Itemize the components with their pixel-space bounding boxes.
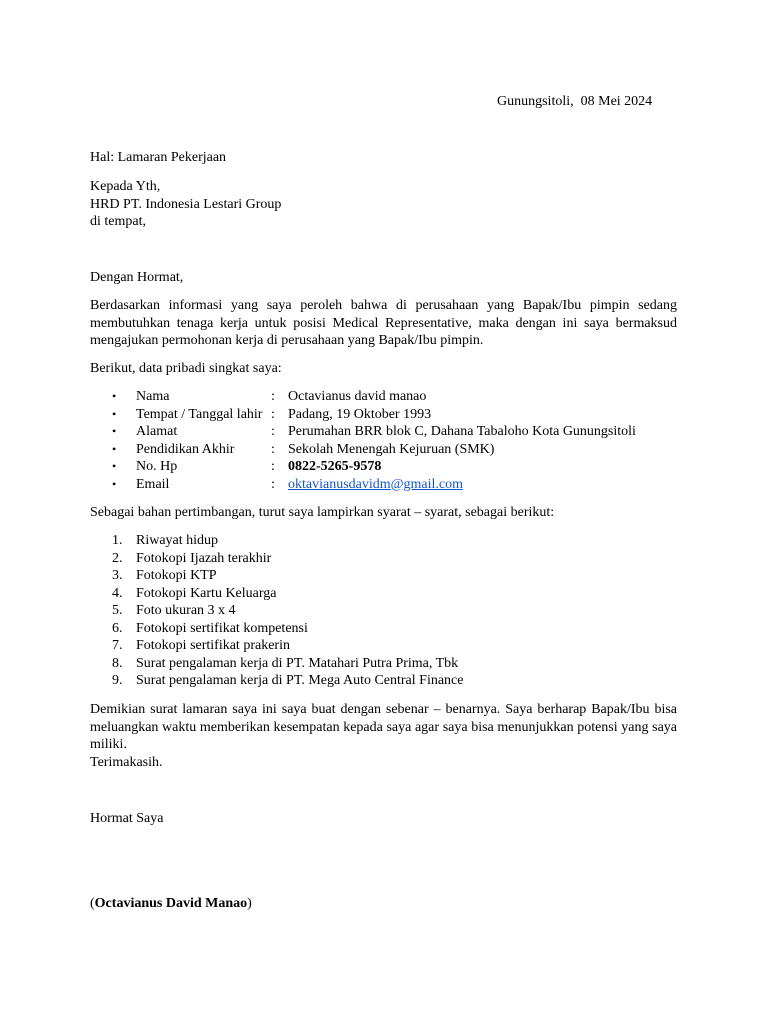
- field-colon: :: [271, 424, 275, 439]
- recipient-line-3: di tempat,: [90, 214, 146, 229]
- field-value: Padang, 19 Oktober 1993: [288, 406, 432, 422]
- bullet-icon: •: [112, 389, 117, 403]
- field-label: Tempat / Tanggal lahir: [136, 406, 263, 422]
- item-text: Fotokopi sertifikat kompetensi: [136, 620, 308, 636]
- place-date: Gunungsitoli, 08 Mei 2024: [497, 94, 653, 109]
- bullet-icon: •: [112, 459, 117, 473]
- item-text: Foto ukuran 3 x 4: [136, 603, 236, 618]
- bullet-icon: •: [112, 476, 117, 491]
- phone-value: 0822-5265-9578: [288, 459, 382, 474]
- item-number: 7.: [112, 638, 123, 653]
- item-text: Fotokopi sertifikat prakerin: [136, 638, 290, 653]
- item-number: 4.: [112, 585, 123, 601]
- signature: [90, 895, 252, 913]
- signature-close-paren: ): [247, 896, 252, 911]
- item-text: Fotokopi Ijazah terakhir: [136, 550, 272, 566]
- closing-line-2: meluangkan waktu memberikan kesempatan kepada saya agar saya bisa menunjukkan potensi yang saya: [90, 719, 677, 735]
- closing-line-3: miliki.: [90, 737, 127, 752]
- intro-line-3: mengajukan permohonan kerja di perusahaan yang Bapak/Ibu pimpin.: [90, 333, 484, 348]
- item-number: 3.: [112, 568, 123, 583]
- item-number: 2.: [112, 550, 123, 566]
- field-label: No. Hp: [136, 459, 178, 474]
- subject-line: Hal: Lamaran Pekerjaan: [90, 150, 227, 165]
- field-label: Pendidikan Akhir: [136, 441, 235, 457]
- bullet-icon: •: [112, 406, 117, 421]
- item-number: 6.: [112, 620, 123, 636]
- attachments-intro: Sebagai bahan pertimbangan, turut saya lampirkan syarat – syarat, sebagai berikut:: [90, 505, 555, 520]
- item-number: 5.: [112, 603, 123, 618]
- item-text: Riwayat hidup: [136, 533, 219, 548]
- field-value: Octavianus david manao: [288, 389, 427, 404]
- field-colon: :: [271, 389, 275, 404]
- item-text: Fotokopi Kartu Keluarga: [136, 585, 277, 601]
- item-number: 1.: [112, 533, 123, 548]
- signature-open-paren: (: [90, 896, 95, 911]
- signoff: Hormat Saya: [90, 811, 164, 826]
- personal-intro: Berikut, data pribadi singkat saya:: [90, 361, 282, 376]
- greeting: Dengan Hormat,: [90, 270, 184, 285]
- bullet-icon: •: [112, 441, 117, 456]
- bullet-icon: •: [112, 424, 117, 438]
- field-value: Perumahan BRR blok C, Dahana Tabaloho Kota Gunungsitoli: [288, 424, 636, 439]
- field-colon: :: [271, 459, 275, 474]
- signature-name: Octavianus David Manao: [94, 896, 248, 911]
- thanks-text: Terimakasih.: [90, 754, 163, 770]
- item-number: 9.: [112, 673, 123, 688]
- field-colon: :: [271, 406, 275, 422]
- field-colon: :: [271, 476, 275, 492]
- recipient-line-2: HRD PT. Indonesia Lestari Group: [90, 196, 282, 212]
- closing-line-1: Demikian surat lamaran saya ini saya buat dengan sebenar – benarnya. Saya berharap Bapak/Ibu bisa: [90, 702, 677, 717]
- field-colon: :: [271, 441, 275, 457]
- intro-line-2: membutuhkan tenaga kerja untuk posisi Medical Representative, maka dengan ini saya bermaksud: [90, 315, 677, 331]
- recipient-line-1: Kepada Yth,: [90, 179, 161, 194]
- item-number: 8.: [112, 655, 123, 671]
- item-text: Surat pengalaman kerja di PT. Mega Auto Central Finance: [136, 673, 464, 688]
- item-text: Fotokopi KTP: [136, 568, 217, 583]
- intro-line-1: Berdasarkan informasi yang saya peroleh bahwa di perusahaan yang Bapak/Ibu pimpin sedang: [90, 298, 677, 313]
- field-label: Email: [136, 476, 170, 492]
- field-label: Alamat: [136, 424, 178, 439]
- field-value: Sekolah Menengah Kejuruan (SMK): [288, 441, 495, 457]
- item-text: Surat pengalaman kerja di PT. Matahari Putra Prima, Tbk: [136, 655, 459, 671]
- field-label: Nama: [136, 389, 170, 404]
- email-link[interactable]: oktavianusdavidm@gmail.com: [288, 476, 464, 492]
